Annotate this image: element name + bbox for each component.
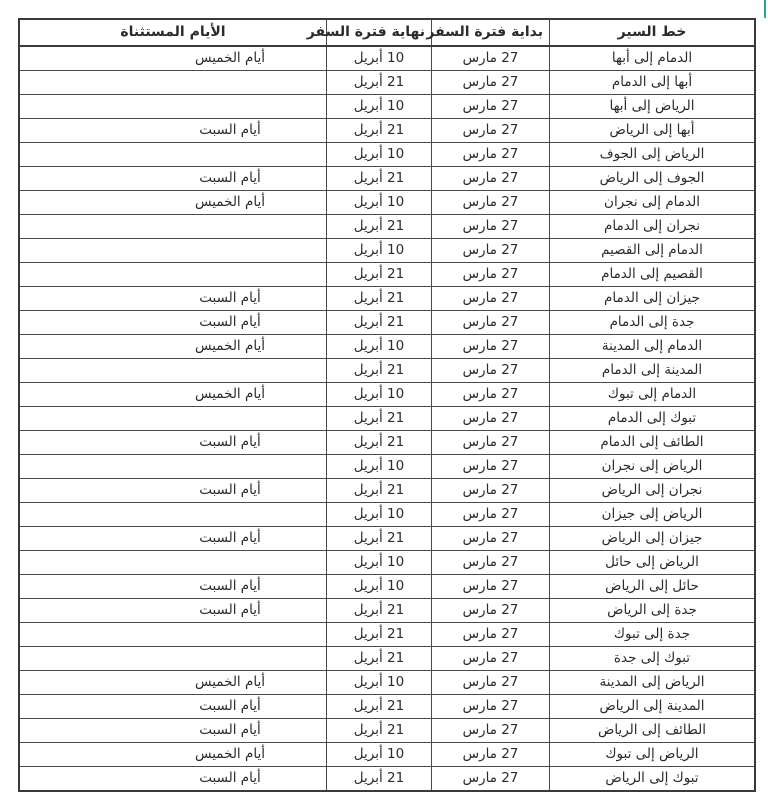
table-row <box>19 503 755 527</box>
table-row <box>19 167 755 191</box>
excluded-days-cell <box>19 143 327 167</box>
end-date-cell: 10 أبريل <box>327 95 432 119</box>
route-cell: الجوف إلى الرياض <box>550 167 756 191</box>
route-cell: الدمام إلى تبوك <box>550 383 756 407</box>
excluded-days-cell <box>19 215 327 239</box>
end-date-cell: 21 أبريل <box>327 71 432 95</box>
table-row <box>19 359 755 383</box>
table-row <box>19 119 755 143</box>
excluded-days-cell: أيام الخميس <box>19 335 327 359</box>
route-cell: جدة إلى تبوك <box>550 623 756 647</box>
end-date-cell: 21 أبريل <box>327 647 432 671</box>
excluded-days-cell <box>19 623 327 647</box>
end-date-cell: 21 أبريل <box>327 167 432 191</box>
end-date-cell: 10 أبريل <box>327 455 432 479</box>
table-row <box>19 719 755 743</box>
table-row <box>19 479 755 503</box>
route-cell: المدينة إلى الرياض <box>550 695 756 719</box>
start-date-cell: 27 مارس <box>432 767 550 792</box>
route-cell: الطائف إلى الدمام <box>550 431 756 455</box>
end-date-cell: 10 أبريل <box>327 551 432 575</box>
start-date-cell: 27 مارس <box>432 119 550 143</box>
end-date-cell: 21 أبريل <box>327 407 432 431</box>
excluded-days-cell <box>19 359 327 383</box>
excluded-days-cell: أيام السبت <box>19 167 327 191</box>
header-route: خط السير <box>550 19 756 46</box>
excluded-days-cell <box>19 71 327 95</box>
start-date-cell: 27 مارس <box>432 46 550 71</box>
end-date-cell: 21 أبريل <box>327 119 432 143</box>
start-date-cell: 27 مارس <box>432 71 550 95</box>
end-date-cell: 10 أبريل <box>327 671 432 695</box>
route-cell: تبوك إلى الرياض <box>550 767 756 792</box>
end-date-cell: 21 أبريل <box>327 287 432 311</box>
header-end-date: نهاية فترة السفر <box>327 19 432 46</box>
start-date-cell: 27 مارس <box>432 215 550 239</box>
route-cell: الدمام إلى المدينة <box>550 335 756 359</box>
route-cell: المدينة إلى الدمام <box>550 359 756 383</box>
end-date-cell: 21 أبريل <box>327 431 432 455</box>
table-row <box>19 599 755 623</box>
table-row <box>19 575 755 599</box>
end-date-cell: 10 أبريل <box>327 575 432 599</box>
excluded-days-cell: أيام السبت <box>19 719 327 743</box>
start-date-cell: 27 مارس <box>432 335 550 359</box>
start-date-cell: 27 مارس <box>432 191 550 215</box>
excluded-days-cell: أيام السبت <box>19 479 327 503</box>
table-row <box>19 239 755 263</box>
excluded-days-cell: أيام الخميس <box>19 671 327 695</box>
table-row <box>19 671 755 695</box>
route-cell: الدمام إلى القصيم <box>550 239 756 263</box>
excluded-days-cell <box>19 263 327 287</box>
route-cell: تبوك إلى جدة <box>550 647 756 671</box>
table-row <box>19 263 755 287</box>
excluded-days-cell: أيام الخميس <box>19 191 327 215</box>
table-body <box>19 46 755 791</box>
table-row <box>19 383 755 407</box>
route-cell: نجران إلى الدمام <box>550 215 756 239</box>
start-date-cell: 27 مارس <box>432 167 550 191</box>
end-date-cell: 10 أبريل <box>327 46 432 71</box>
table-row <box>19 743 755 767</box>
table-row <box>19 623 755 647</box>
table-row <box>19 527 755 551</box>
table-row <box>19 143 755 167</box>
start-date-cell: 27 مارس <box>432 311 550 335</box>
excluded-days-cell: أيام السبت <box>19 287 327 311</box>
excluded-days-cell: أيام الخميس <box>19 46 327 71</box>
end-date-cell: 21 أبريل <box>327 527 432 551</box>
route-cell: جدة إلى الدمام <box>550 311 756 335</box>
route-cell: الرياض إلى نجران <box>550 455 756 479</box>
end-date-cell: 10 أبريل <box>327 503 432 527</box>
accent-rule <box>764 0 766 18</box>
excluded-days-cell <box>19 647 327 671</box>
end-date-cell: 21 أبريل <box>327 623 432 647</box>
start-date-cell: 27 مارس <box>432 647 550 671</box>
route-cell: حائل إلى الرياض <box>550 575 756 599</box>
route-cell: تبوك إلى الدمام <box>550 407 756 431</box>
excluded-days-cell <box>19 503 327 527</box>
route-schedule-table <box>18 18 756 792</box>
route-cell: القصيم إلى الدمام <box>550 263 756 287</box>
table-row <box>19 95 755 119</box>
header-start-date: بداية فترة السفر <box>432 19 550 46</box>
start-date-cell: 27 مارس <box>432 455 550 479</box>
excluded-days-cell <box>19 407 327 431</box>
start-date-cell: 27 مارس <box>432 239 550 263</box>
excluded-days-cell <box>19 551 327 575</box>
route-cell: أبها إلى الدمام <box>550 71 756 95</box>
table-row <box>19 767 755 792</box>
end-date-cell: 21 أبريل <box>327 599 432 623</box>
excluded-days-cell: أيام السبت <box>19 527 327 551</box>
route-cell: الرياض إلى حائل <box>550 551 756 575</box>
excluded-days-cell <box>19 455 327 479</box>
route-cell: الرياض إلى الجوف <box>550 143 756 167</box>
table-row <box>19 335 755 359</box>
end-date-cell: 21 أبريل <box>327 215 432 239</box>
route-cell: أبها إلى الرياض <box>550 119 756 143</box>
table-row <box>19 695 755 719</box>
end-date-cell: 10 أبريل <box>327 191 432 215</box>
end-date-cell: 10 أبريل <box>327 143 432 167</box>
excluded-days-cell: أيام الخميس <box>19 383 327 407</box>
route-cell: الرياض إلى المدينة <box>550 671 756 695</box>
end-date-cell: 21 أبريل <box>327 767 432 792</box>
route-cell: الرياض إلى جيزان <box>550 503 756 527</box>
route-cell: جيزان إلى الرياض <box>550 527 756 551</box>
start-date-cell: 27 مارس <box>432 407 550 431</box>
end-date-cell: 21 أبريل <box>327 479 432 503</box>
end-date-cell: 10 أبريل <box>327 335 432 359</box>
excluded-days-cell: أيام السبت <box>19 431 327 455</box>
start-date-cell: 27 مارس <box>432 599 550 623</box>
table-row <box>19 215 755 239</box>
end-date-cell: 21 أبريل <box>327 359 432 383</box>
route-cell: الدمام إلى أبها <box>550 46 756 71</box>
start-date-cell: 27 مارس <box>432 671 550 695</box>
route-cell: جدة إلى الرياض <box>550 599 756 623</box>
end-date-cell: 21 أبريل <box>327 311 432 335</box>
end-date-cell: 21 أبريل <box>327 695 432 719</box>
table-row <box>19 431 755 455</box>
start-date-cell: 27 مارس <box>432 575 550 599</box>
start-date-cell: 27 مارس <box>432 695 550 719</box>
table-row <box>19 647 755 671</box>
excluded-days-cell: أيام السبت <box>19 599 327 623</box>
table-row <box>19 551 755 575</box>
start-date-cell: 27 مارس <box>432 719 550 743</box>
end-date-cell: 21 أبريل <box>327 263 432 287</box>
start-date-cell: 27 مارس <box>432 287 550 311</box>
table-row <box>19 407 755 431</box>
table-row <box>19 311 755 335</box>
start-date-cell: 27 مارس <box>432 479 550 503</box>
excluded-days-cell: أيام السبت <box>19 575 327 599</box>
start-date-cell: 27 مارس <box>432 527 550 551</box>
start-date-cell: 27 مارس <box>432 623 550 647</box>
start-date-cell: 27 مارس <box>432 263 550 287</box>
end-date-cell: 10 أبريل <box>327 383 432 407</box>
start-date-cell: 27 مارس <box>432 743 550 767</box>
table-row <box>19 71 755 95</box>
table-header-row <box>19 19 755 46</box>
start-date-cell: 27 مارس <box>432 359 550 383</box>
start-date-cell: 27 مارس <box>432 503 550 527</box>
end-date-cell: 10 أبريل <box>327 743 432 767</box>
end-date-cell: 10 أبريل <box>327 239 432 263</box>
table-row <box>19 287 755 311</box>
table-row <box>19 455 755 479</box>
start-date-cell: 27 مارس <box>432 95 550 119</box>
start-date-cell: 27 مارس <box>432 431 550 455</box>
start-date-cell: 27 مارس <box>432 383 550 407</box>
excluded-days-cell: أيام السبت <box>19 767 327 792</box>
end-date-cell: 21 أبريل <box>327 719 432 743</box>
excluded-days-cell <box>19 239 327 263</box>
route-cell: نجران إلى الرياض <box>550 479 756 503</box>
route-cell: الرياض إلى تبوك <box>550 743 756 767</box>
route-cell: الطائف إلى الرياض <box>550 719 756 743</box>
route-cell: الدمام إلى نجران <box>550 191 756 215</box>
excluded-days-cell: أيام السبت <box>19 695 327 719</box>
excluded-days-cell: أيام السبت <box>19 311 327 335</box>
start-date-cell: 27 مارس <box>432 551 550 575</box>
route-cell: جيزان إلى الدمام <box>550 287 756 311</box>
table-row <box>19 191 755 215</box>
header-excluded-days: الأيام المستثناة <box>19 19 327 46</box>
excluded-days-cell: أيام الخميس <box>19 743 327 767</box>
route-cell: الرياض إلى أبها <box>550 95 756 119</box>
excluded-days-cell: أيام السبت <box>19 119 327 143</box>
table-row <box>19 46 755 71</box>
start-date-cell: 27 مارس <box>432 143 550 167</box>
excluded-days-cell <box>19 95 327 119</box>
